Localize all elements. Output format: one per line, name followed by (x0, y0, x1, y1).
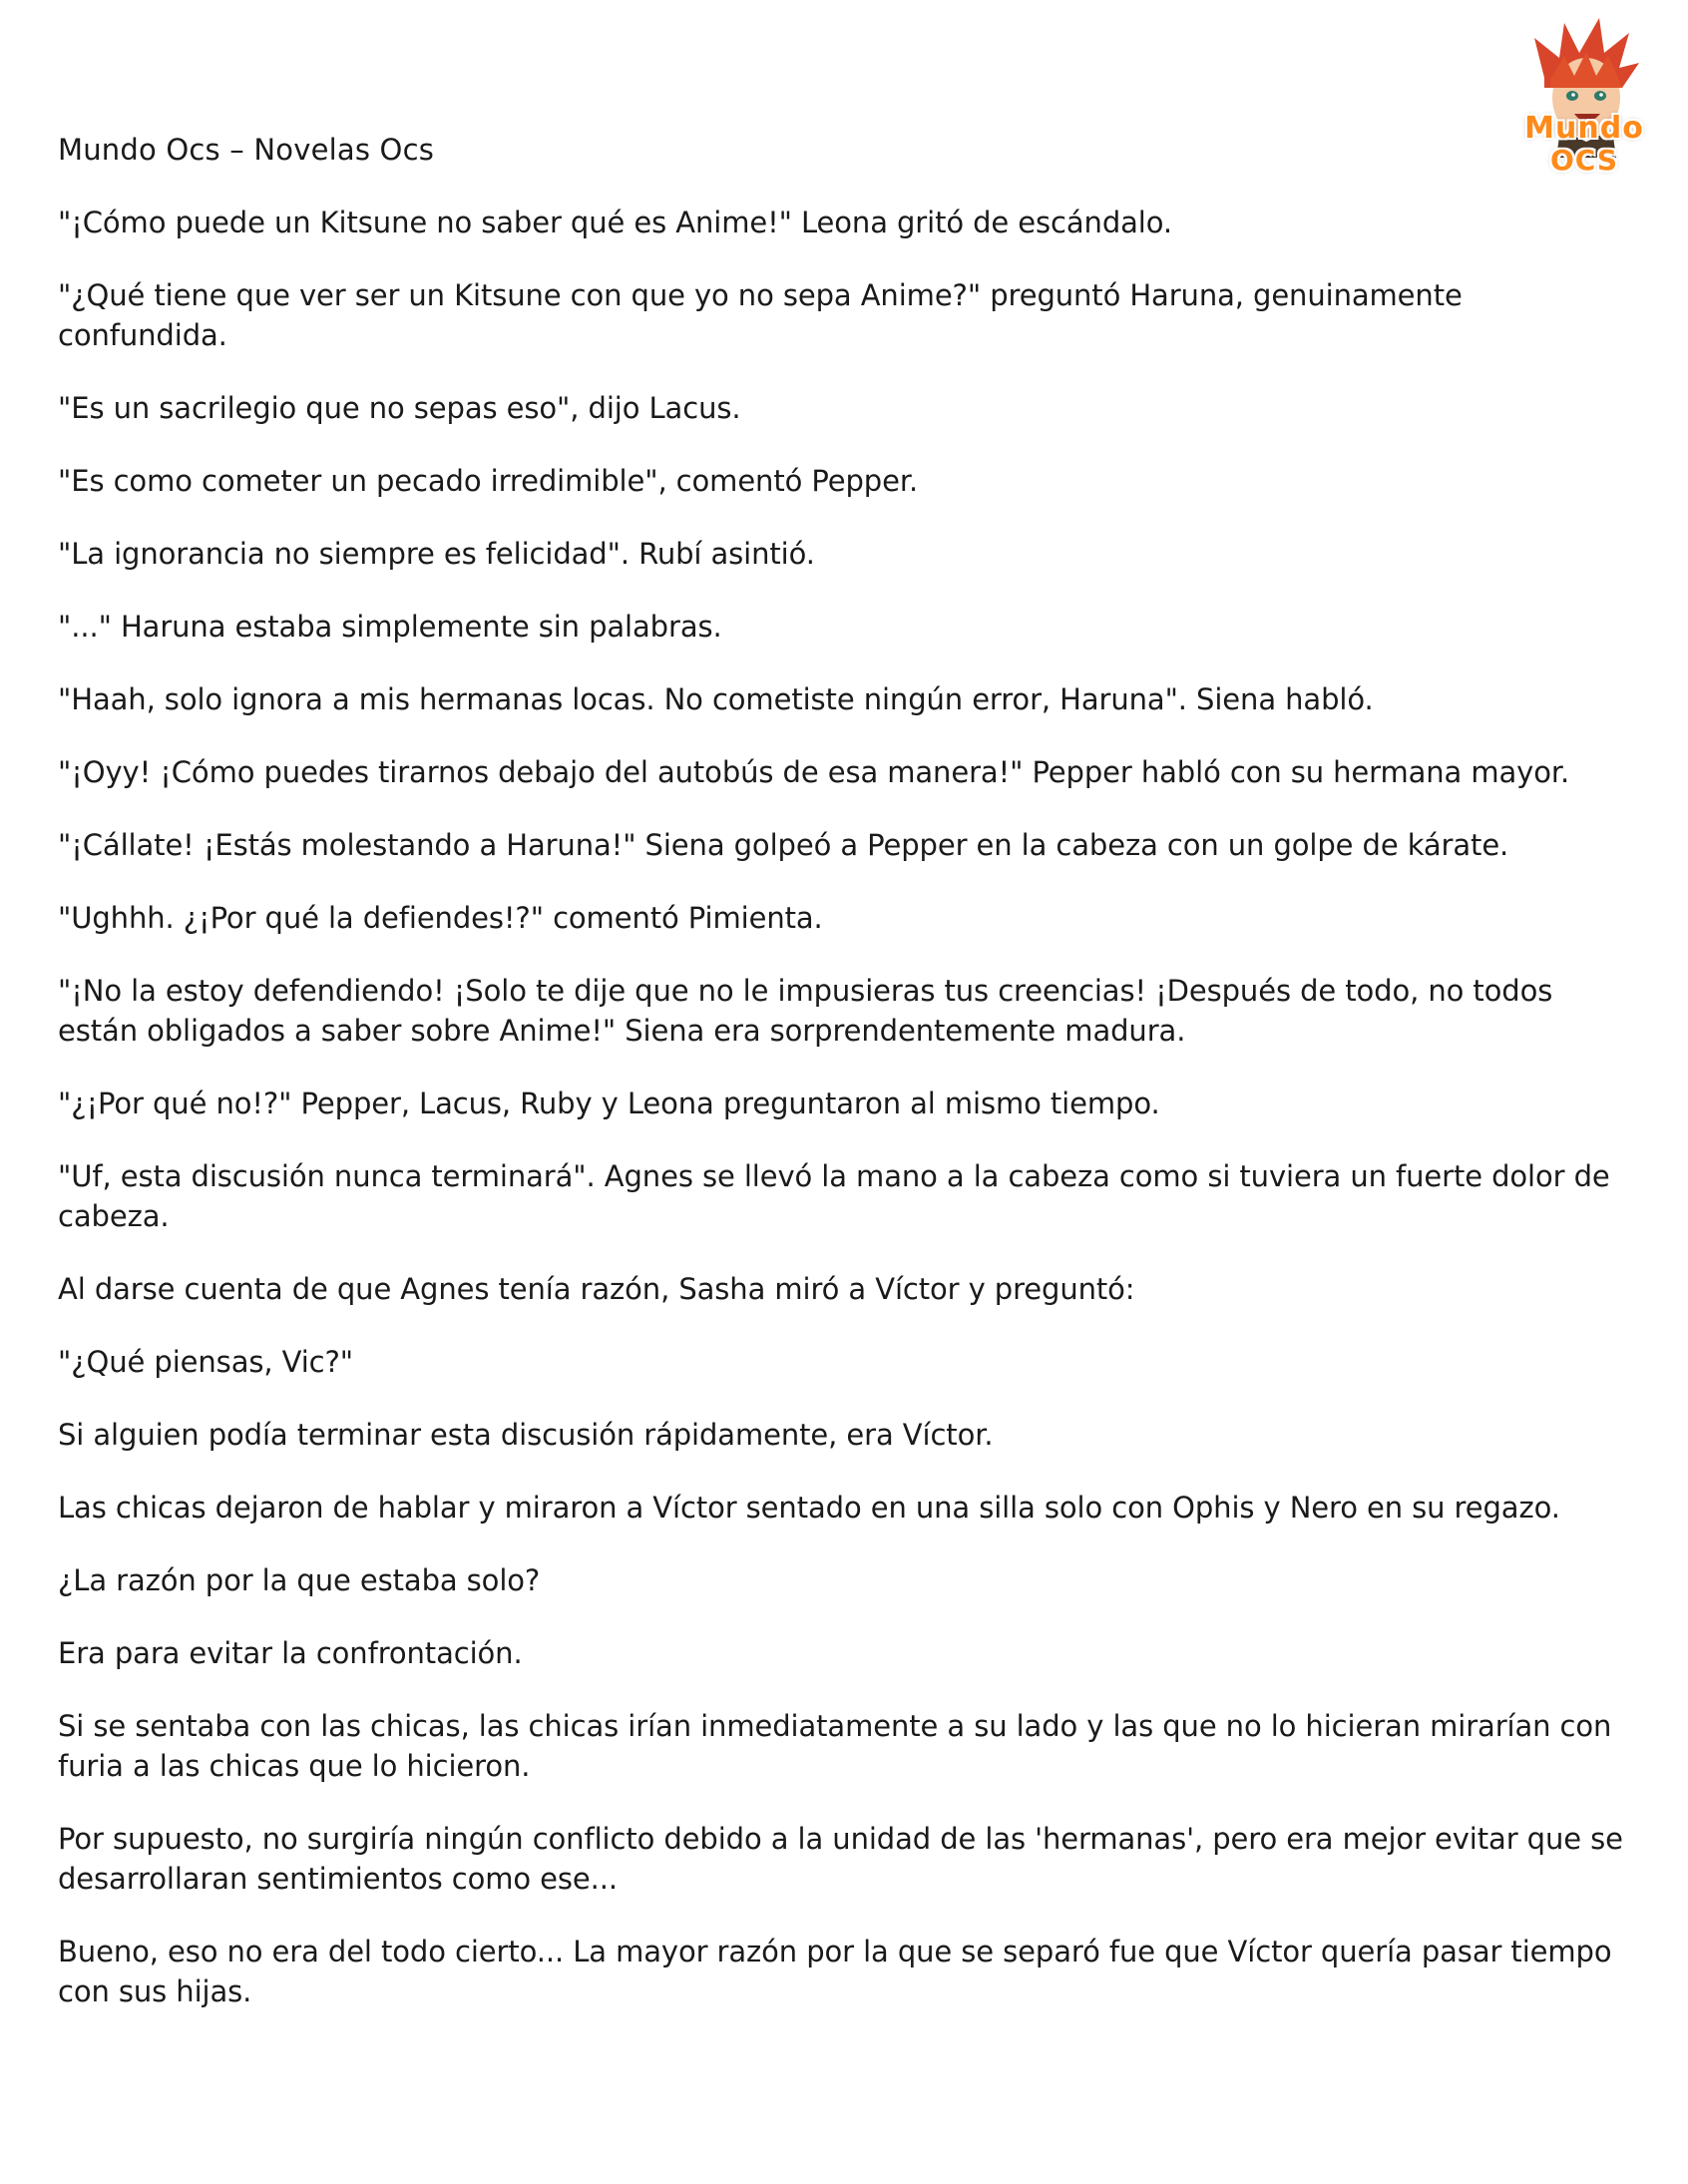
paragraph: "Es un sacrilegio que no sepas eso", dijo Lacus. (58, 391, 741, 425)
paragraph: Bueno, eso no era del todo cierto... La mayor razón por la que se separó fue que Víctor quería pasar tiempo con sus hijas. (58, 1935, 1612, 2008)
paragraph: Si alguien podía terminar esta discusión rápidamente, era Víctor. (58, 1418, 994, 1452)
paragraph: "..." Haruna estaba simplemente sin palabras. (58, 610, 722, 644)
logo-text-mundo: Mundo (1524, 111, 1644, 146)
paragraph: Por supuesto, no surgiría ningún conflicto debido a la unidad de las 'hermanas', pero era mejor evitar que se desarrollaran sentimientos como ese... (58, 1822, 1623, 1896)
page-header: Mundo Ocs – Novelas Ocs (58, 133, 435, 167)
paragraph: Al darse cuenta de que Agnes tenía razón, Sasha miró a Víctor y preguntó: (58, 1272, 1135, 1306)
document-body (58, 130, 1634, 2044)
logo-text-ocs: OCS (1549, 144, 1619, 177)
paragraph: "¿Qué tiene que ver ser un Kitsune con que yo no sepa Anime?" preguntó Haruna, genuinamente confundida. (58, 278, 1463, 352)
paragraph: "¿¡Por qué no!?" Pepper, Lacus, Ruby y Leona preguntaron al mismo tiempo. (58, 1087, 1160, 1120)
paragraph: "Es como cometer un pecado irredimible", comentó Pepper. (58, 464, 919, 498)
paragraph: "Uf, esta discusión nunca terminará". Agnes se llevó la mano a la cabeza como si tuviera un fuerte dolor de cabeza. (58, 1159, 1610, 1233)
paragraph: "La ignorancia no siempre es felicidad". Rubí asintió. (58, 537, 815, 571)
paragraph: "Haah, solo ignora a mis hermanas locas. No cometiste ningún error, Haruna". Siena habló. (58, 682, 1374, 716)
paragraph: Las chicas dejaron de hablar y miraron a Víctor sentado en una silla solo con Ophis y Nero en su regazo. (58, 1491, 1560, 1525)
paragraph: ¿La razón por la que estaba solo? (58, 1563, 541, 1597)
paragraph: Si se sentaba con las chicas, las chicas irían inmediatamente a su lado y las que no lo hicieran mirarían con furia a las chicas que lo hicieron. (58, 1709, 1612, 1783)
paragraph: "¿Qué piensas, Vic?" (58, 1345, 354, 1379)
paragraph: "¡Cállate! ¡Estás molestando a Haruna!" Siena golpeó a Pepper en la cabeza con un golpe de kárate. (58, 828, 1509, 862)
paragraph: "Ughhh. ¿¡Por qué la defiendes!?" comentó Pimienta. (58, 901, 823, 935)
paragraph: "¡No la estoy defendiendo! ¡Solo te dije que no le impusieras tus creencias! ¡Después de todo, no todos están obligados a saber sobre Anime!" Siena era sorprendentemente madura. (58, 974, 1553, 1048)
paragraph: "¡Oyy! ¡Cómo puedes tirarnos debajo del autobús de esa manera!" Pepper habló con su hermana mayor. (58, 755, 1570, 789)
paragraph: Era para evitar la confrontación. (58, 1636, 523, 1670)
paragraph: "¡Cómo puede un Kitsune no saber qué es Anime!" Leona gritó de escándalo. (58, 206, 1173, 239)
